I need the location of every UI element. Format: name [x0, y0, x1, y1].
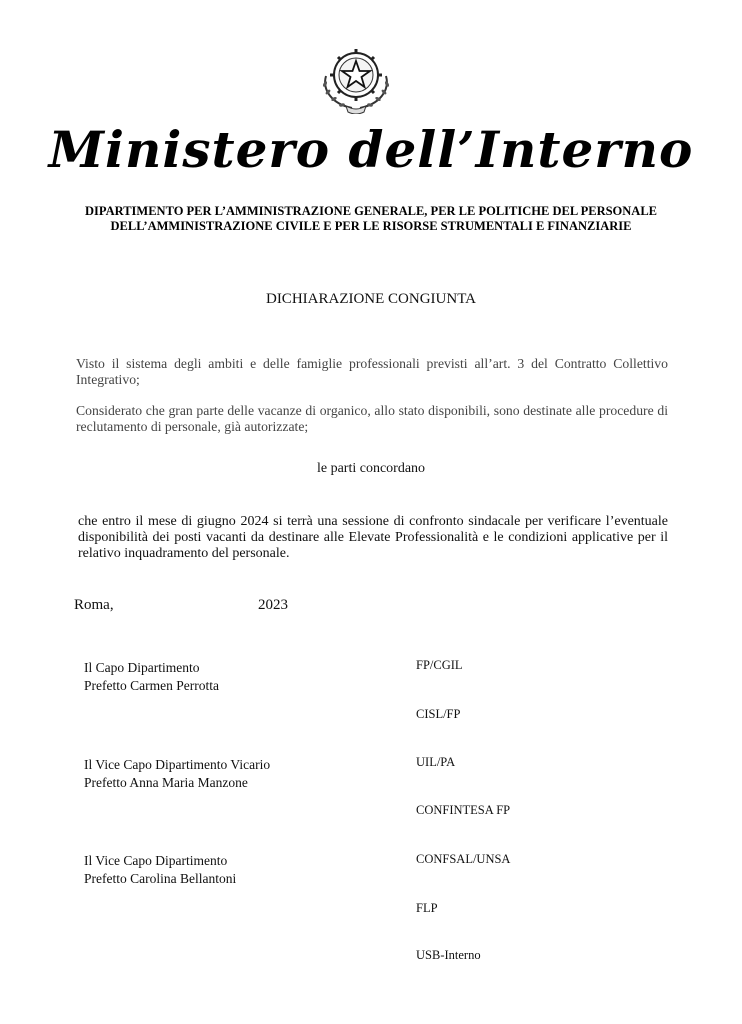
union-label: UIL/PA: [416, 755, 456, 769]
document-title: DICHIARAZIONE CONGIUNTA: [265, 291, 477, 307]
signatory-role: Il Vice Capo Dipartimento Vicario: [84, 757, 271, 772]
union-label: FP/CGIL: [416, 658, 463, 672]
signatory-name: Prefetto Carmen Perrotta: [84, 678, 219, 693]
place-label: Roma,: [74, 597, 114, 613]
signatory-name: Prefetto Carolina Bellantoni: [84, 871, 237, 886]
signatory-role: Il Capo Dipartimento: [84, 660, 200, 675]
union-label: CONFINTESA FP: [416, 803, 511, 817]
signatory-name: Prefetto Anna Maria Manzone: [84, 775, 248, 790]
premise-paragraph: Visto il sistema degli ambiti e delle famiglie professionali previsti all’art. 3 del Contratto Collettivo Integrativo;: [76, 356, 668, 387]
department-line-2: DELL’AMMINISTRAZIONE CIVILE E PER LE RISORSE STRUMENTALI E FINANZIARIE: [110, 219, 632, 233]
signatory-block: [84, 852, 236, 888]
signatory-role: Il Vice Capo Dipartimento: [84, 853, 228, 868]
union-label: CONFSAL/UNSA: [416, 852, 511, 866]
signatory-block: [84, 756, 270, 792]
union-label: USB-Interno: [416, 948, 481, 962]
agreement-heading: le parti concordano: [316, 461, 426, 476]
union-label: FLP: [416, 901, 438, 915]
year-label: 2023: [258, 597, 288, 613]
premise-paragraph: Considerato che gran parte delle vacanze di organico, allo stato disponibili, sono destinate alle procedure di reclutamento di personale, già autorizzate;: [76, 403, 668, 434]
resolution-paragraph: che entro il mese di giugno 2024 si terrà una sessione di confronto sindacale per verificare l’eventuale disponibilità dei posti vacanti da destinare alle Elevate Professionalità e le condizioni applicative per il relativo inquadramento del personale.: [78, 514, 668, 561]
italian-republic-emblem-icon: [312, 42, 400, 114]
ministry-name: Ministero dell’Interno: [48, 120, 694, 179]
signatory-block: [84, 659, 219, 695]
department-line-1: DIPARTIMENTO PER L’AMMINISTRAZIONE GENERALE, PER LE POLITICHE DEL PERSONALE: [85, 204, 657, 218]
union-label: CISL/FP: [416, 707, 461, 721]
